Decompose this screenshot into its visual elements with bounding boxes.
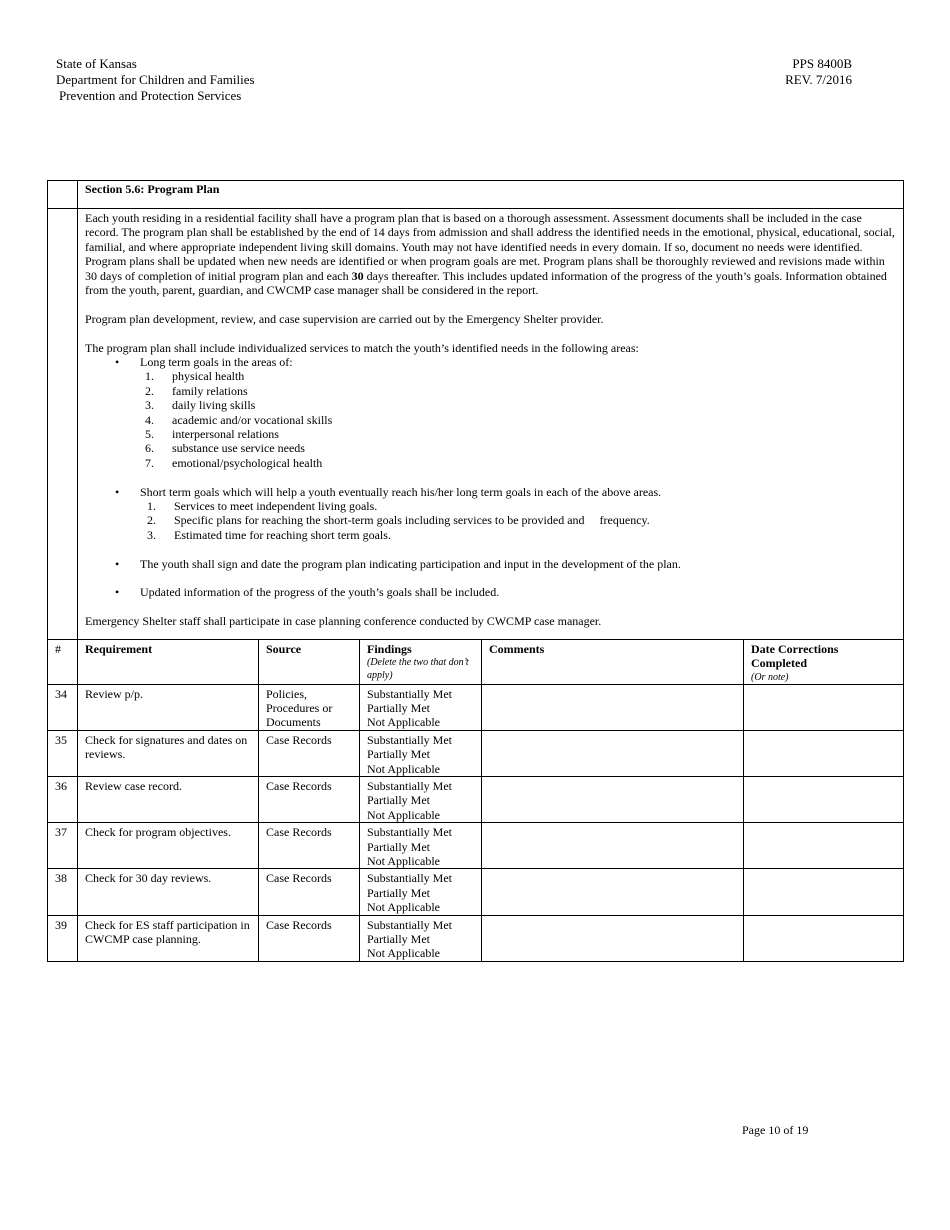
findings-cell[interactable]: Substantially Met Partially Met Not Applicable xyxy=(360,684,482,730)
long-term-list xyxy=(85,369,896,470)
header-requirement: Requirement xyxy=(78,639,259,684)
bullet-progress: • Updated information of the progress of the youth’s goals shall be included. xyxy=(85,585,896,599)
section-body-row xyxy=(48,209,904,640)
header-state: State of Kansas xyxy=(56,56,137,71)
requirement-cell: Check for signatures and dates on reviews. xyxy=(78,730,259,776)
table-row: 34 Review p/p. Policies, Procedures or Documents Substantially Met Partially Met Not Applicable xyxy=(48,684,904,730)
table-row: 38 Check for 30 day reviews. Case Records Substantially Met Partially Met Not Applicable xyxy=(48,869,904,915)
header-left xyxy=(56,56,255,104)
date-cell[interactable] xyxy=(744,915,904,961)
section-title-row xyxy=(48,181,904,209)
table-row: 35 Check for signatures and dates on reviews. Case Records Substantially Met Partially Met Not Applicable xyxy=(48,730,904,776)
header-date: Date Corrections Completed (Or note) xyxy=(744,639,904,684)
findings-cell[interactable]: Substantially Met Partially Met Not Applicable xyxy=(360,730,482,776)
list-item: 2. Specific plans for reaching the short-term goals including services to be provided and frequency. xyxy=(147,513,650,528)
header-findings: Findings (Delete the two that don’t apply) xyxy=(360,639,482,684)
page-number: Page 10 of 19 xyxy=(742,1123,809,1137)
bullet-long-term: • Long term goals in the areas of: xyxy=(85,355,896,369)
table-header-row xyxy=(48,639,904,684)
source-cell: Case Records xyxy=(259,915,360,961)
table-row: 36 Review case record. Case Records Substantially Met Partially Met Not Applicable xyxy=(48,776,904,822)
date-cell[interactable] xyxy=(744,869,904,915)
date-cell[interactable] xyxy=(744,823,904,869)
findings-cell[interactable]: Substantially Met Partially Met Not Applicable xyxy=(360,776,482,822)
source-cell: Case Records xyxy=(259,869,360,915)
paragraph-closing: Emergency Shelter staff shall participate in case planning conference conducted by CWCMP case manager. xyxy=(85,614,602,629)
requirement-cell: Check for 30 day reviews. xyxy=(78,869,259,915)
findings-cell[interactable]: Substantially Met Partially Met Not Applicable xyxy=(360,869,482,915)
date-cell[interactable] xyxy=(744,776,904,822)
short-term-list xyxy=(85,499,896,542)
list-item: 2. family relations xyxy=(145,383,248,398)
form-number: PPS 8400B xyxy=(792,56,852,71)
table-row: 37 Check for program objectives. Case Records Substantially Met Partially Met Not Applicable xyxy=(48,823,904,869)
header-comments: Comments xyxy=(482,639,744,684)
comments-cell[interactable] xyxy=(482,823,744,869)
source-cell: Policies, Procedures or Documents xyxy=(259,684,360,730)
list-item: 3. Estimated time for reaching short term goals. xyxy=(147,527,391,542)
findings-note: (Delete the two that don’t apply) xyxy=(367,657,469,682)
requirement-cell: Review case record. xyxy=(78,776,259,822)
list-item: 1. Services to meet independent living goals. xyxy=(147,499,378,514)
findings-cell[interactable]: Substantially Met Partially Met Not Applicable xyxy=(360,915,482,961)
bullet-youth-sign: • The youth shall sign and date the program plan indicating participation and input in the development of the plan. xyxy=(85,557,896,571)
header-num: # xyxy=(48,639,78,684)
date-cell[interactable] xyxy=(744,684,904,730)
revision-date: REV. 7/2016 xyxy=(785,72,852,87)
paragraph-provider: Program plan development, review, and case supervision are carried out by the Emergency Shelter provider. xyxy=(85,311,604,326)
requirement-cell: Check for ES staff participation in CWCMP case planning. xyxy=(78,915,259,961)
requirement-cell: Review p/p. xyxy=(78,684,259,730)
date-note: (Or note) xyxy=(751,671,789,683)
list-item: 4. academic and/or vocational skills xyxy=(145,412,333,427)
table-row: 39 Check for ES staff participation in CWCMP case planning. Case Records Substantially Met Partially Met Not Applicable xyxy=(48,915,904,961)
program-plan-table xyxy=(47,180,904,962)
header-source: Source xyxy=(259,639,360,684)
header-right xyxy=(785,56,852,88)
comments-cell[interactable] xyxy=(482,776,744,822)
section-body xyxy=(78,209,904,640)
comments-cell[interactable] xyxy=(482,684,744,730)
date-cell[interactable] xyxy=(744,730,904,776)
source-cell: Case Records xyxy=(259,776,360,822)
paragraph-areas: The program plan shall include individualized services to match the youth’s identified needs in the following areas: xyxy=(85,340,639,355)
comments-cell[interactable] xyxy=(482,915,744,961)
list-item: 7. emotional/psychological health xyxy=(145,455,323,470)
header-department: Department for Children and Families xyxy=(56,72,255,87)
source-cell: Case Records xyxy=(259,823,360,869)
bullet-short-term: • Short term goals which will help a youth eventually reach his/her long term goals in each of the above areas. xyxy=(85,485,896,499)
header-division: Prevention and Protection Services xyxy=(59,88,242,103)
list-item: 5. interpersonal relations xyxy=(145,427,279,442)
list-item: 6. substance use service needs xyxy=(145,441,305,456)
paragraph-requirements: Each youth residing in a residential facility shall have a program plan that is based on a thorough assessment. Assessment documents shall be included in the case record. The program plan shall be established by the end of 14 days from admission and shall address the identified needs in the emotional, physical, educational, social, familial, and where appropriate independent living skill domains. Youth may not have identified needs in every domain. If so, document no needs were identified. Program plans shall be updated when new needs are identified or when program goals are met. Program plans shall be thoroughly reviewed and revisions made within 30 days of completion of initial program plan and each 30 days thereafter. This includes updated information of the progress of the youth’s goals. Information obtained from the youth, parent, guardian, and CWCMP case manager shall be considered in the report. xyxy=(85,211,895,298)
requirement-cell: Check for program objectives. xyxy=(78,823,259,869)
comments-cell[interactable] xyxy=(482,869,744,915)
findings-cell[interactable]: Substantially Met Partially Met Not Applicable xyxy=(360,823,482,869)
source-cell: Case Records xyxy=(259,730,360,776)
comments-cell[interactable] xyxy=(482,730,744,776)
list-item: 1. physical health xyxy=(145,369,245,384)
list-item: 3. daily living skills xyxy=(145,398,256,413)
section-title: Section 5.6: Program Plan xyxy=(78,181,904,209)
